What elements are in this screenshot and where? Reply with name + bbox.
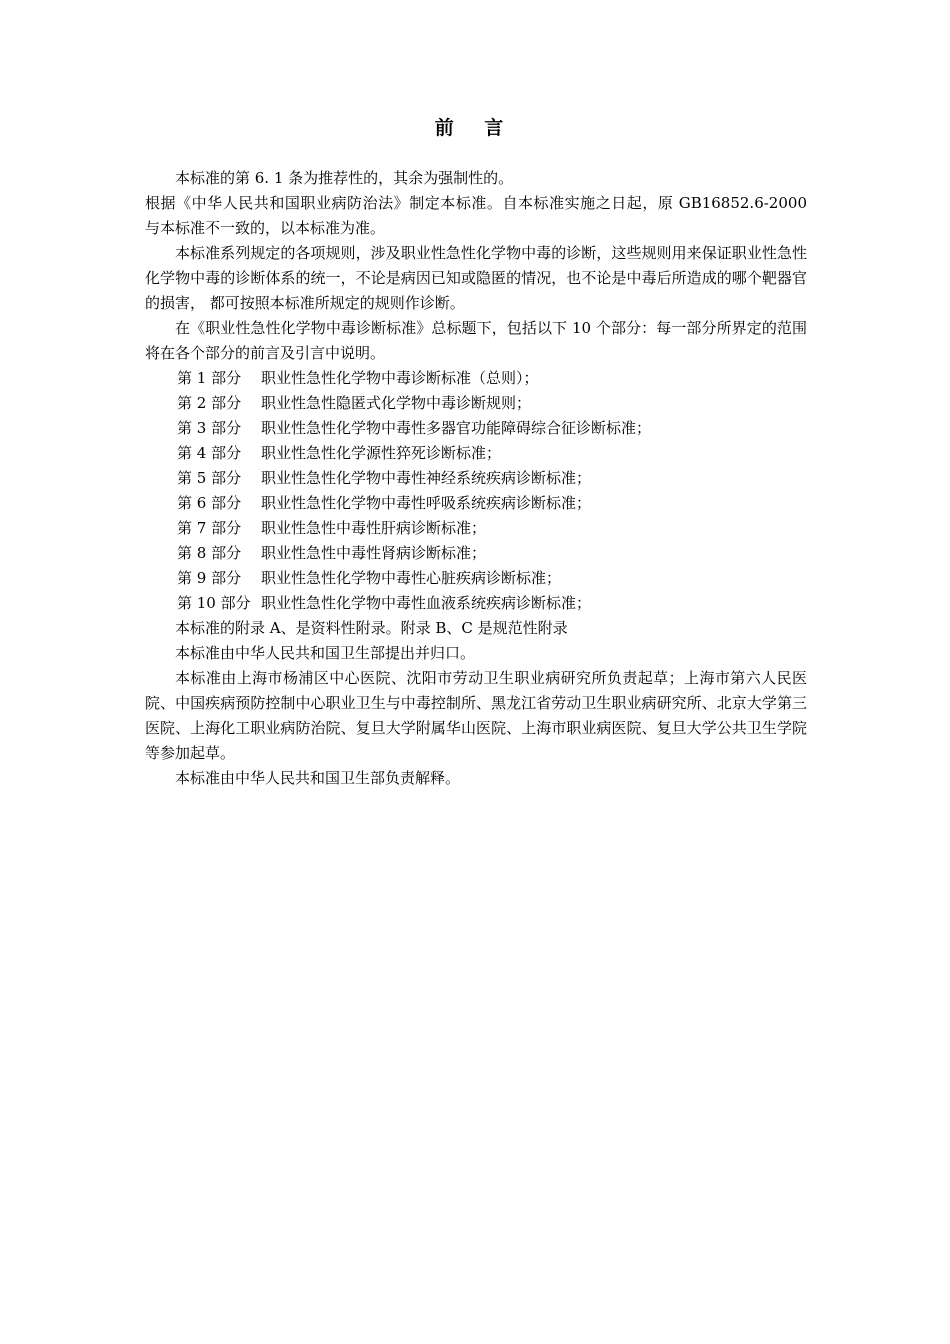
part-number: 第 3 部分 <box>177 419 242 437</box>
part-number: 第 9 部分 <box>177 569 242 587</box>
part-number: 第 5 部分 <box>177 469 242 487</box>
part-number: 第 4 部分 <box>177 444 242 462</box>
part-number: 第 10 部分 <box>177 594 251 612</box>
paragraph-interpretation: 本标准由中华人民共和国卫生部负责解释。 <box>175 769 461 787</box>
part-number: 第 6 部分 <box>177 494 242 512</box>
part-title: 职业性急性化学物中毒性心脏疾病诊断标准； <box>261 569 562 587</box>
paragraph-legal-basis: 根据《中华人民共和国职业病防治法》制定本标准。自本标准实施之日起，原 GB16852.6-2000 与本标准不一致的，以本标准为准。 <box>145 194 807 237</box>
list-item <box>145 466 807 491</box>
list-item <box>145 366 807 391</box>
list-item <box>145 416 807 441</box>
part-title: 职业性急性化学源性猝死诊断标准； <box>261 444 502 462</box>
paragraph-structure: 在《职业性急性化学物中毒诊断标准》总标题下，包括以下 10 个部分：每一部分所界定的范围将在各个部分的前言及引言中说明。 <box>145 319 807 362</box>
part-title: 职业性急性中毒性肝病诊断标准； <box>261 519 487 537</box>
list-item <box>145 516 807 541</box>
paragraph-scope: 本标准系列规定的各项规则，涉及职业性急性化学物中毒的诊断，这些规则用来保证职业性急性化学物中毒的诊断体系的统一，不论是病因已知或隐匿的情况，也不论是中毒后所造成的哪个靶器官的损害， 都可按照本标准所规定的规则作诊断。 <box>145 244 807 312</box>
list-item <box>145 391 807 416</box>
part-title: 职业性急性化学物中毒诊断标准（总则）； <box>261 369 539 387</box>
part-title: 职业性急性化学物中毒性多器官功能障碍综合征诊断标准； <box>261 419 652 437</box>
paragraph-appendix: 本标准的附录 A、是资料性附录。附录 B、C 是规范性附录 <box>175 619 568 637</box>
paragraph-proposer: 本标准由中华人民共和国卫生部提出并归口。 <box>175 644 476 662</box>
list-item <box>145 566 807 591</box>
part-title: 职业性急性隐匿式化学物中毒诊断规则； <box>261 394 532 412</box>
paragraph-drafters: 本标准由上海市杨浦区中心医院、沈阳市劳动卫生职业病研究所负责起草；上海市第六人民医院、中国疾病预防控制中心职业卫生与中毒控制所、黑龙江省劳动卫生职业病研究所、北京大学第三医院、上海化工职业病防治院、复旦大学附属华山医院、上海市职业病医院、复旦大学公共卫生学院等参加起草。 <box>145 669 807 762</box>
part-title: 职业性急性化学物中毒性呼吸系统疾病诊断标准； <box>261 494 592 512</box>
part-title: 职业性急性化学物中毒性血液系统疾病诊断标准； <box>261 594 592 612</box>
foreword-body <box>145 166 807 791</box>
paragraph-mandatory-clause: 本标准的第 6. 1 条为推荐性的，其余为强制性的。 <box>175 169 514 187</box>
part-title: 职业性急性化学物中毒性神经系统疾病诊断标准； <box>261 469 592 487</box>
parts-list <box>145 366 807 616</box>
list-item <box>145 491 807 516</box>
list-item <box>145 591 807 616</box>
part-title: 职业性急性中毒性肾病诊断标准； <box>261 544 487 562</box>
part-number: 第 8 部分 <box>177 544 242 562</box>
part-number: 第 1 部分 <box>177 369 242 387</box>
list-item <box>145 441 807 466</box>
part-number: 第 7 部分 <box>177 519 242 537</box>
list-item <box>145 541 807 566</box>
part-number: 第 2 部分 <box>177 394 242 412</box>
page-title: 前 言 <box>434 117 516 139</box>
